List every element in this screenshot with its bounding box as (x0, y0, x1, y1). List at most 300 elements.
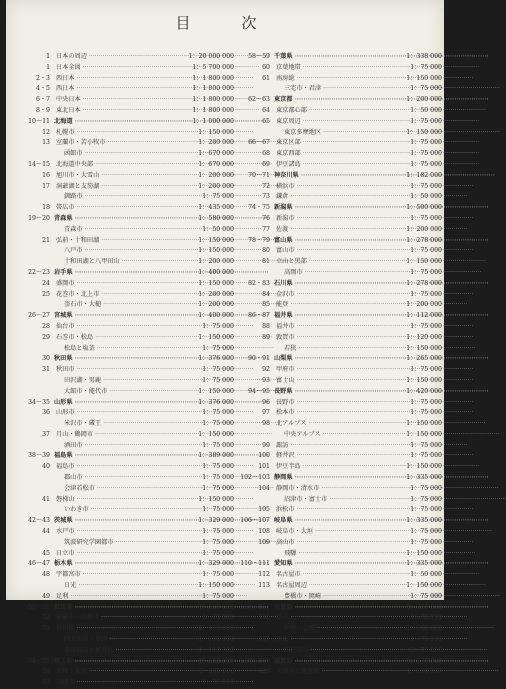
toc-scale: 1：75 000 (410, 592, 442, 600)
toc-page-number: 26～27 (28, 312, 50, 320)
toc-entry (236, 246, 442, 257)
toc-scale: 1：400 000 (198, 268, 234, 276)
toc-entry-name: 青森県 ····· (54, 214, 170, 225)
toc-entry (16, 52, 234, 63)
toc-page-number: 61 (262, 74, 270, 82)
toc-entry (16, 516, 234, 527)
toc-page-number: 68 (262, 150, 270, 158)
toc-page-number: 89 (262, 333, 270, 341)
toc-entry (16, 484, 234, 495)
toc-scale: 1：335 000 (406, 603, 442, 611)
toc-scale: 1：75 000 (202, 441, 234, 449)
toc-scale: 1：338 000 (406, 53, 442, 60)
toc-entry (16, 344, 234, 355)
toc-scale: 1：200 000 (406, 96, 442, 104)
toc-scale: 1：75 000 (410, 160, 442, 168)
toc-entry (16, 376, 234, 387)
toc-page-number: 60 (262, 63, 270, 71)
toc-scale: 1：75 000 (202, 463, 234, 471)
toc-scale: 1：150 000 (406, 668, 442, 676)
toc-page-number: 106～107 (240, 517, 270, 525)
toc-entry (236, 387, 442, 398)
toc-scale: 1：200 000 (198, 290, 234, 298)
toc-scale: 1：150 000 (406, 549, 442, 557)
toc-entry (236, 84, 442, 95)
toc-scale: 1：150 000 (198, 279, 234, 287)
toc-scale: 1：150 000 (406, 376, 442, 384)
toc-page-number: 48 (42, 571, 50, 579)
toc-scale: 1：75 000 (202, 679, 234, 687)
toc-scale: 1：75 000 (410, 636, 442, 644)
toc-entry (236, 462, 442, 473)
toc-page-number: 76 (262, 214, 270, 222)
toc-entry-name: 釧路市 ····· (64, 192, 170, 203)
toc-entry-name: 釜石市・大槌 ····· (64, 300, 170, 311)
toc-scale: 1：5 700 000 (192, 63, 234, 71)
toc-entry (16, 451, 234, 462)
toc-entry (236, 581, 442, 592)
toc-entry (16, 322, 234, 333)
toc-page-number: 110・111 (240, 560, 270, 568)
toc-entry-name: 静岡市・清水市 ····· (276, 484, 378, 495)
toc-page-number: 19～20 (28, 214, 50, 222)
toc-entry (16, 495, 234, 506)
toc-scale: 1：200 000 (198, 258, 234, 266)
toc-entry-name: 群馬県 ····· (54, 603, 170, 614)
toc-entry-name: 石川県 ····· (274, 279, 378, 290)
toc-entry-name: 福島県 ····· (54, 451, 170, 462)
toc-entry (16, 149, 234, 160)
toc-entry-name: 大館市・能代市 ····· (64, 387, 170, 398)
toc-page-number: 46～47 (28, 560, 50, 568)
toc-scale: 1：75 000 (410, 63, 442, 71)
toc-scale: 1：265 000 (406, 355, 442, 363)
toc-page-number: 84 (262, 290, 270, 298)
toc-entry-name: 浦和・大宮 ····· (56, 667, 170, 678)
toc-entry-name: 若狭 ····· (284, 344, 378, 355)
toc-entry (16, 387, 234, 398)
toc-entry (236, 667, 442, 678)
toc-scale: 1：200 000 (198, 182, 234, 190)
toc-entry-name: 山梨県 ····· (274, 354, 378, 365)
toc-entry (16, 462, 234, 473)
toc-scale: 1：150 000 (198, 387, 234, 395)
toc-entry (236, 451, 442, 462)
toc-entry-name: 神奈川県 ····· (274, 171, 378, 182)
toc-page-number: 117 (258, 636, 270, 644)
toc-entry-name: 宮城県 ····· (54, 311, 170, 322)
toc-scale: 1：275 000 (406, 657, 442, 665)
toc-scale: 1：75 000 (410, 247, 442, 255)
toc-entry-name: 松本市 ····· (276, 408, 378, 419)
toc-entry-name: 前橋市・高崎市 ····· (56, 613, 170, 624)
toc-entry (236, 257, 442, 268)
toc-entry-name: 伊勢・志摩 ····· (284, 624, 378, 635)
toc-scale: 1：200 000 (406, 301, 442, 309)
toc-page-number: 14～15 (28, 160, 50, 168)
toc-entry (16, 95, 234, 106)
toc-entry (16, 613, 234, 624)
toc-scale: 1：1 800 000 (192, 106, 234, 114)
toc-entry-name: 川越市 ····· (56, 678, 170, 689)
toc-scale: 1：75 000 (202, 193, 234, 201)
toc-scale: 1：400 000 (198, 312, 234, 320)
toc-scale: 1：75 000 (410, 322, 442, 330)
toc-entry-name: 諏訪 ····· (276, 441, 378, 452)
toc-entry-name: 三宅市・君津 ····· (284, 84, 378, 95)
toc-page-number: 45 (42, 549, 50, 557)
toc-entry-name: 埼玉県 ····· (54, 657, 170, 668)
toc-scale: 1：1 800 000 (192, 96, 234, 104)
toc-entry-name: 甲府市 ····· (276, 365, 378, 376)
toc-scale: 1：389 000 (198, 452, 234, 460)
toc-entry-name: 新潟県 ····· (274, 203, 378, 214)
toc-entry (16, 268, 234, 279)
toc-right-column (236, 52, 442, 678)
toc-scale: 1：329 000 (198, 603, 234, 611)
toc-scale: 1：150 000 (198, 582, 234, 590)
toc-entry (236, 63, 442, 74)
toc-page-number: 85 (262, 301, 270, 309)
toc-entry (16, 333, 234, 344)
toc-entry-name: 富山県 ····· (274, 236, 378, 247)
toc-entry-name: 日光 ····· (64, 581, 170, 592)
toc-scale: 1：278 000 (406, 236, 442, 244)
toc-entry (16, 214, 234, 225)
toc-page-number: 98 (262, 420, 270, 428)
toc-entry (16, 236, 234, 247)
toc-entry (16, 657, 234, 668)
toc-page-number: 49 (42, 592, 50, 600)
toc-entry-name: 酒田市 ····· (64, 441, 170, 452)
toc-page-number: 99 (262, 441, 270, 449)
toc-scale: 1：75 000 (410, 646, 442, 654)
toc-scale: 1：75 000 (410, 528, 442, 536)
toc-entry-name: 月山・鶴岡市 ····· (56, 430, 170, 441)
toc-entry-name: 東京多摩地区 ····· (284, 128, 378, 139)
toc-scale: 1：670 000 (198, 150, 234, 158)
toc-entry (16, 246, 234, 257)
toc-entry (236, 182, 442, 193)
toc-entry (16, 290, 234, 301)
toc-scale: 1：335 000 (406, 474, 442, 482)
toc-entry-name: 新潟市 ····· (276, 214, 378, 225)
toc-page-number: 36 (42, 409, 50, 417)
toc-entry (236, 192, 442, 203)
toc-scale: 1：75 000 (202, 528, 234, 536)
toc-entry (236, 505, 442, 516)
toc-left-column (16, 52, 234, 689)
toc-entry (236, 473, 442, 484)
toc-scale: 1：150 000 (406, 128, 442, 136)
toc-entry-name: 秋田市 ····· (56, 365, 170, 376)
toc-scale: 1：182 000 (406, 171, 442, 179)
toc-scale: 1：50 000 (202, 225, 234, 233)
toc-scale: 1：75 000 (410, 214, 442, 222)
toc-entry-name: 長野県 ····· (274, 387, 378, 398)
toc-scale: 1：150 000 (406, 582, 442, 590)
toc-entry (16, 549, 234, 560)
toc-entry-name: 北アルプス ····· (276, 419, 378, 430)
toc-entry-name: 日本の周辺 ····· (56, 52, 170, 63)
toc-entry-name: 日立市 ····· (56, 549, 170, 560)
toc-entry (236, 236, 442, 247)
toc-entry (16, 441, 234, 452)
toc-entry (236, 290, 442, 301)
toc-scale: 1：75 000 (202, 538, 234, 546)
toc-entry (236, 311, 442, 322)
toc-scale: 1：75 000 (410, 538, 442, 546)
toc-scale: 1：20 000 000 (188, 53, 234, 60)
toc-scale: 1：75 000 (410, 614, 442, 622)
toc-entry (236, 516, 442, 527)
toc-entry-name: 四日市市 ····· (284, 646, 378, 657)
toc-entry-name: 函館市 ····· (64, 149, 170, 160)
toc-entry-name: 高山市 ····· (276, 538, 378, 549)
toc-page-number: 72 (262, 182, 270, 190)
toc-entry (16, 160, 234, 171)
toc-scale: 1：150 000 (198, 636, 234, 644)
toc-entry (236, 279, 442, 290)
toc-page-number: 92 (262, 366, 270, 374)
toc-entry-name: 宇都宮市 ····· (56, 570, 170, 581)
toc-page-number: 69 (262, 160, 270, 168)
toc-entry (16, 225, 234, 236)
toc-page-number: 30 (42, 355, 50, 363)
toc-entry (236, 657, 442, 668)
toc-entry (16, 430, 234, 441)
toc-entry (236, 171, 442, 182)
toc-page-number: 12 (42, 128, 50, 136)
toc-page-number: 17 (42, 182, 50, 190)
toc-entry (16, 106, 234, 117)
toc-entry (16, 505, 234, 516)
toc-entry (236, 225, 442, 236)
toc-entry-name: 四万温泉・草津 ····· (64, 635, 170, 646)
toc-scale: 1：150 000 (198, 430, 234, 438)
toc-page-number: 52 (42, 614, 50, 622)
toc-scale: 1：150 000 (198, 625, 234, 633)
toc-page-number: 50～51 (28, 603, 50, 611)
toc-scale: 1：50 000 (410, 106, 442, 114)
toc-entry-name: 洞爺湖と支笏湖 ····· (56, 182, 170, 193)
toc-page-number: 1 (46, 53, 50, 60)
toc-page-number: 57 (42, 679, 50, 687)
toc-entry-name: 軽井沢 ····· (276, 451, 378, 462)
toc-scale: 1：1 800 000 (192, 85, 234, 93)
toc-scale: 1：150 000 (198, 247, 234, 255)
toc-scale: 1：150 000 (198, 646, 234, 654)
toc-scale: 1：75 000 (202, 366, 234, 374)
toc-scale: 1：75 000 (202, 549, 234, 557)
toc-entry-name: 仙台市 ····· (56, 322, 170, 333)
toc-entry-name: 伊豆半島 ····· (276, 462, 378, 473)
toc-entry (16, 311, 234, 322)
toc-entry-name: 栃木県 ····· (54, 559, 170, 570)
toc-entry (236, 419, 442, 430)
toc-scale: 1：75 000 (202, 409, 234, 417)
toc-scale: 1：200 000 (198, 139, 234, 147)
toc-page-number: 93 (262, 376, 270, 384)
toc-scale: 1：75 000 (410, 290, 442, 298)
toc-page-number: 88 (262, 322, 270, 330)
toc-page-number: 116 (258, 614, 270, 622)
toc-entry-name: 水戸市 ····· (56, 527, 170, 538)
toc-entry (236, 527, 442, 538)
toc-entry-name: いわき市 ····· (64, 505, 170, 516)
toc-page-number: 96 (262, 398, 270, 406)
toc-scale: 1：150 000 (198, 495, 234, 503)
toc-scale: 1：75 000 (202, 571, 234, 579)
toc-scale: 1：352 000 (198, 657, 234, 665)
toc-entry-name: 能登 ····· (276, 300, 378, 311)
toc-entry-name: 大津市と琵琶湖 ····· (276, 667, 378, 678)
toc-page-number: 22～23 (28, 268, 50, 276)
toc-scale: 1：278 000 (406, 279, 442, 287)
toc-entry (236, 128, 442, 139)
toc-entry (16, 171, 234, 182)
toc-scale: 1：75 000 (202, 614, 234, 622)
toc-entry (236, 354, 442, 365)
toc-entry-name: 中央アルプス ····· (284, 430, 378, 441)
toc-page-number: 38～39 (28, 452, 50, 460)
toc-entry-name: 東北日本 ····· (56, 106, 170, 117)
toc-entry-name: 愛知県 ····· (274, 559, 378, 570)
toc-scale: 1：50 000 (410, 571, 442, 579)
toc-entry (16, 192, 234, 203)
toc-page-number: 58～59 (248, 53, 270, 60)
toc-entry-name: 千葉県 ····· (274, 52, 378, 63)
toc-scale: 1：75 000 (202, 420, 234, 428)
toc-scale: 1：150 000 (406, 258, 442, 266)
toc-entry-name: 富士山 ····· (276, 376, 378, 387)
toc-entry-name: 室蘭市・苫小牧市 ····· (56, 138, 170, 149)
toc-scale: 1：112 000 (406, 312, 442, 320)
toc-entry-name: 盛岡市 ····· (56, 279, 170, 290)
toc-page-number: 25 (42, 290, 50, 298)
toc-entry (236, 603, 442, 614)
toc-page-number: 70～71 (248, 171, 270, 179)
toc-entry-name: 横浜市 ····· (276, 182, 378, 193)
toc-scale: 1：75 000 (202, 592, 234, 600)
toc-entry-name: 旭川市・大雪山 ····· (56, 171, 170, 182)
toc-entry-name: 東京区部 ····· (276, 138, 378, 149)
toc-scale: 1：235 000 (198, 668, 234, 676)
toc-entry-name: 東京西部 ····· (276, 149, 378, 160)
toc-entry-name: 米沢市・蔵王 ····· (64, 419, 170, 430)
toc-scale: 1：150 000 (198, 236, 234, 244)
toc-entry (16, 592, 234, 603)
toc-entry (236, 95, 442, 106)
toc-entry-name: 東京都 ····· (274, 95, 378, 106)
toc-entry-name: 弘前・十和田湖 ····· (56, 236, 170, 247)
toc-entry (236, 538, 442, 549)
toc-entry (236, 138, 442, 149)
toc-entry (16, 365, 234, 376)
toc-page-number: 6・7 (35, 96, 50, 104)
toc-scale: 1：75 000 (410, 139, 442, 147)
toc-entry (16, 279, 234, 290)
toc-entry (16, 128, 234, 139)
toc-entry (16, 667, 234, 678)
toc-entry-name: 金沢市 ····· (276, 290, 378, 301)
toc-entry (236, 322, 442, 333)
toc-entry-name: 浜松市 ····· (276, 505, 378, 516)
toc-page-number: 2・3 (35, 74, 50, 82)
toc-entry (16, 354, 234, 365)
toc-entry-name: 佐渡 ····· (276, 225, 378, 236)
toc-entry-name: 三重県 ····· (274, 603, 378, 614)
toc-page-number: 28 (42, 322, 50, 330)
toc-entry (16, 624, 234, 635)
toc-page-number: 104 (258, 484, 270, 492)
toc-entry-name: 十和田湖と八甲田山 ····· (64, 257, 170, 268)
toc-scale: 1：1 800 000 (192, 74, 234, 82)
toc-entry-name: 立山と黒部 ····· (276, 257, 378, 268)
toc-entry (236, 635, 442, 646)
toc-scale: 1：75 000 (410, 409, 442, 417)
toc-page-number: 120 (258, 668, 270, 676)
toc-entry-name: 北海道 ····· (54, 117, 170, 128)
toc-entry (16, 635, 234, 646)
toc-page-number: 101 (258, 463, 270, 471)
toc-scale: 1：50 000 (410, 193, 442, 201)
toc-page-number: 41 (42, 495, 50, 503)
toc-entry (16, 527, 234, 538)
toc-page-number: 64 (262, 106, 270, 114)
toc-page-number: 1 (46, 63, 50, 71)
toc-page-number: 113 (258, 582, 270, 590)
toc-entry (16, 203, 234, 214)
toc-entry-name: 敦賀市 ····· (276, 333, 378, 344)
toc-page-number: 118～119 (240, 657, 270, 665)
toc-entry (16, 182, 234, 193)
toc-scale: 1：200 000 (198, 301, 234, 309)
toc-entry (236, 344, 442, 355)
toc-scale: 1：150 000 (406, 420, 442, 428)
toc-entry (16, 398, 234, 409)
toc-entry (236, 592, 442, 603)
toc-entry (236, 624, 442, 635)
toc-page-number: 81 (262, 258, 270, 266)
toc-page-number: 53 (42, 625, 50, 633)
toc-page-number: 100 (258, 452, 270, 460)
toc-page-number: 54～55 (28, 657, 50, 665)
toc-entry (236, 484, 442, 495)
toc-entry-name: 帯広市 ····· (56, 203, 170, 214)
toc-entry-name: 京葉地帯 ····· (276, 63, 378, 74)
toc-entry (16, 138, 234, 149)
toc-scale: 1：120 000 (406, 333, 442, 341)
toc-entry-name: 岩手県 ····· (54, 268, 170, 279)
toc-entry-name: 石巻市・松島 ····· (56, 333, 170, 344)
toc-entry-name: 名古屋周辺 ····· (276, 581, 378, 592)
toc-entry-name: 谷川岳 ····· (56, 624, 170, 635)
toc-entry (236, 300, 442, 311)
page-title: 目 次 (175, 14, 275, 32)
toc-page-number: 114～115 (240, 603, 270, 611)
toc-page-number: 42～43 (28, 517, 50, 525)
toc-entry-name: 田沢湖・男鹿 ····· (64, 376, 170, 387)
toc-entry (236, 149, 442, 160)
toc-entry-name: 長野市 ····· (276, 398, 378, 409)
toc-scale: 1：150 000 (198, 333, 234, 341)
toc-scale: 1：376 000 (198, 355, 234, 363)
toc-scale: 1：150 000 (406, 625, 442, 633)
toc-entry-name: 花巻市・北上市 ····· (56, 290, 170, 301)
toc-entry (236, 570, 442, 581)
toc-entry-name: 飛騨 ····· (284, 549, 378, 560)
